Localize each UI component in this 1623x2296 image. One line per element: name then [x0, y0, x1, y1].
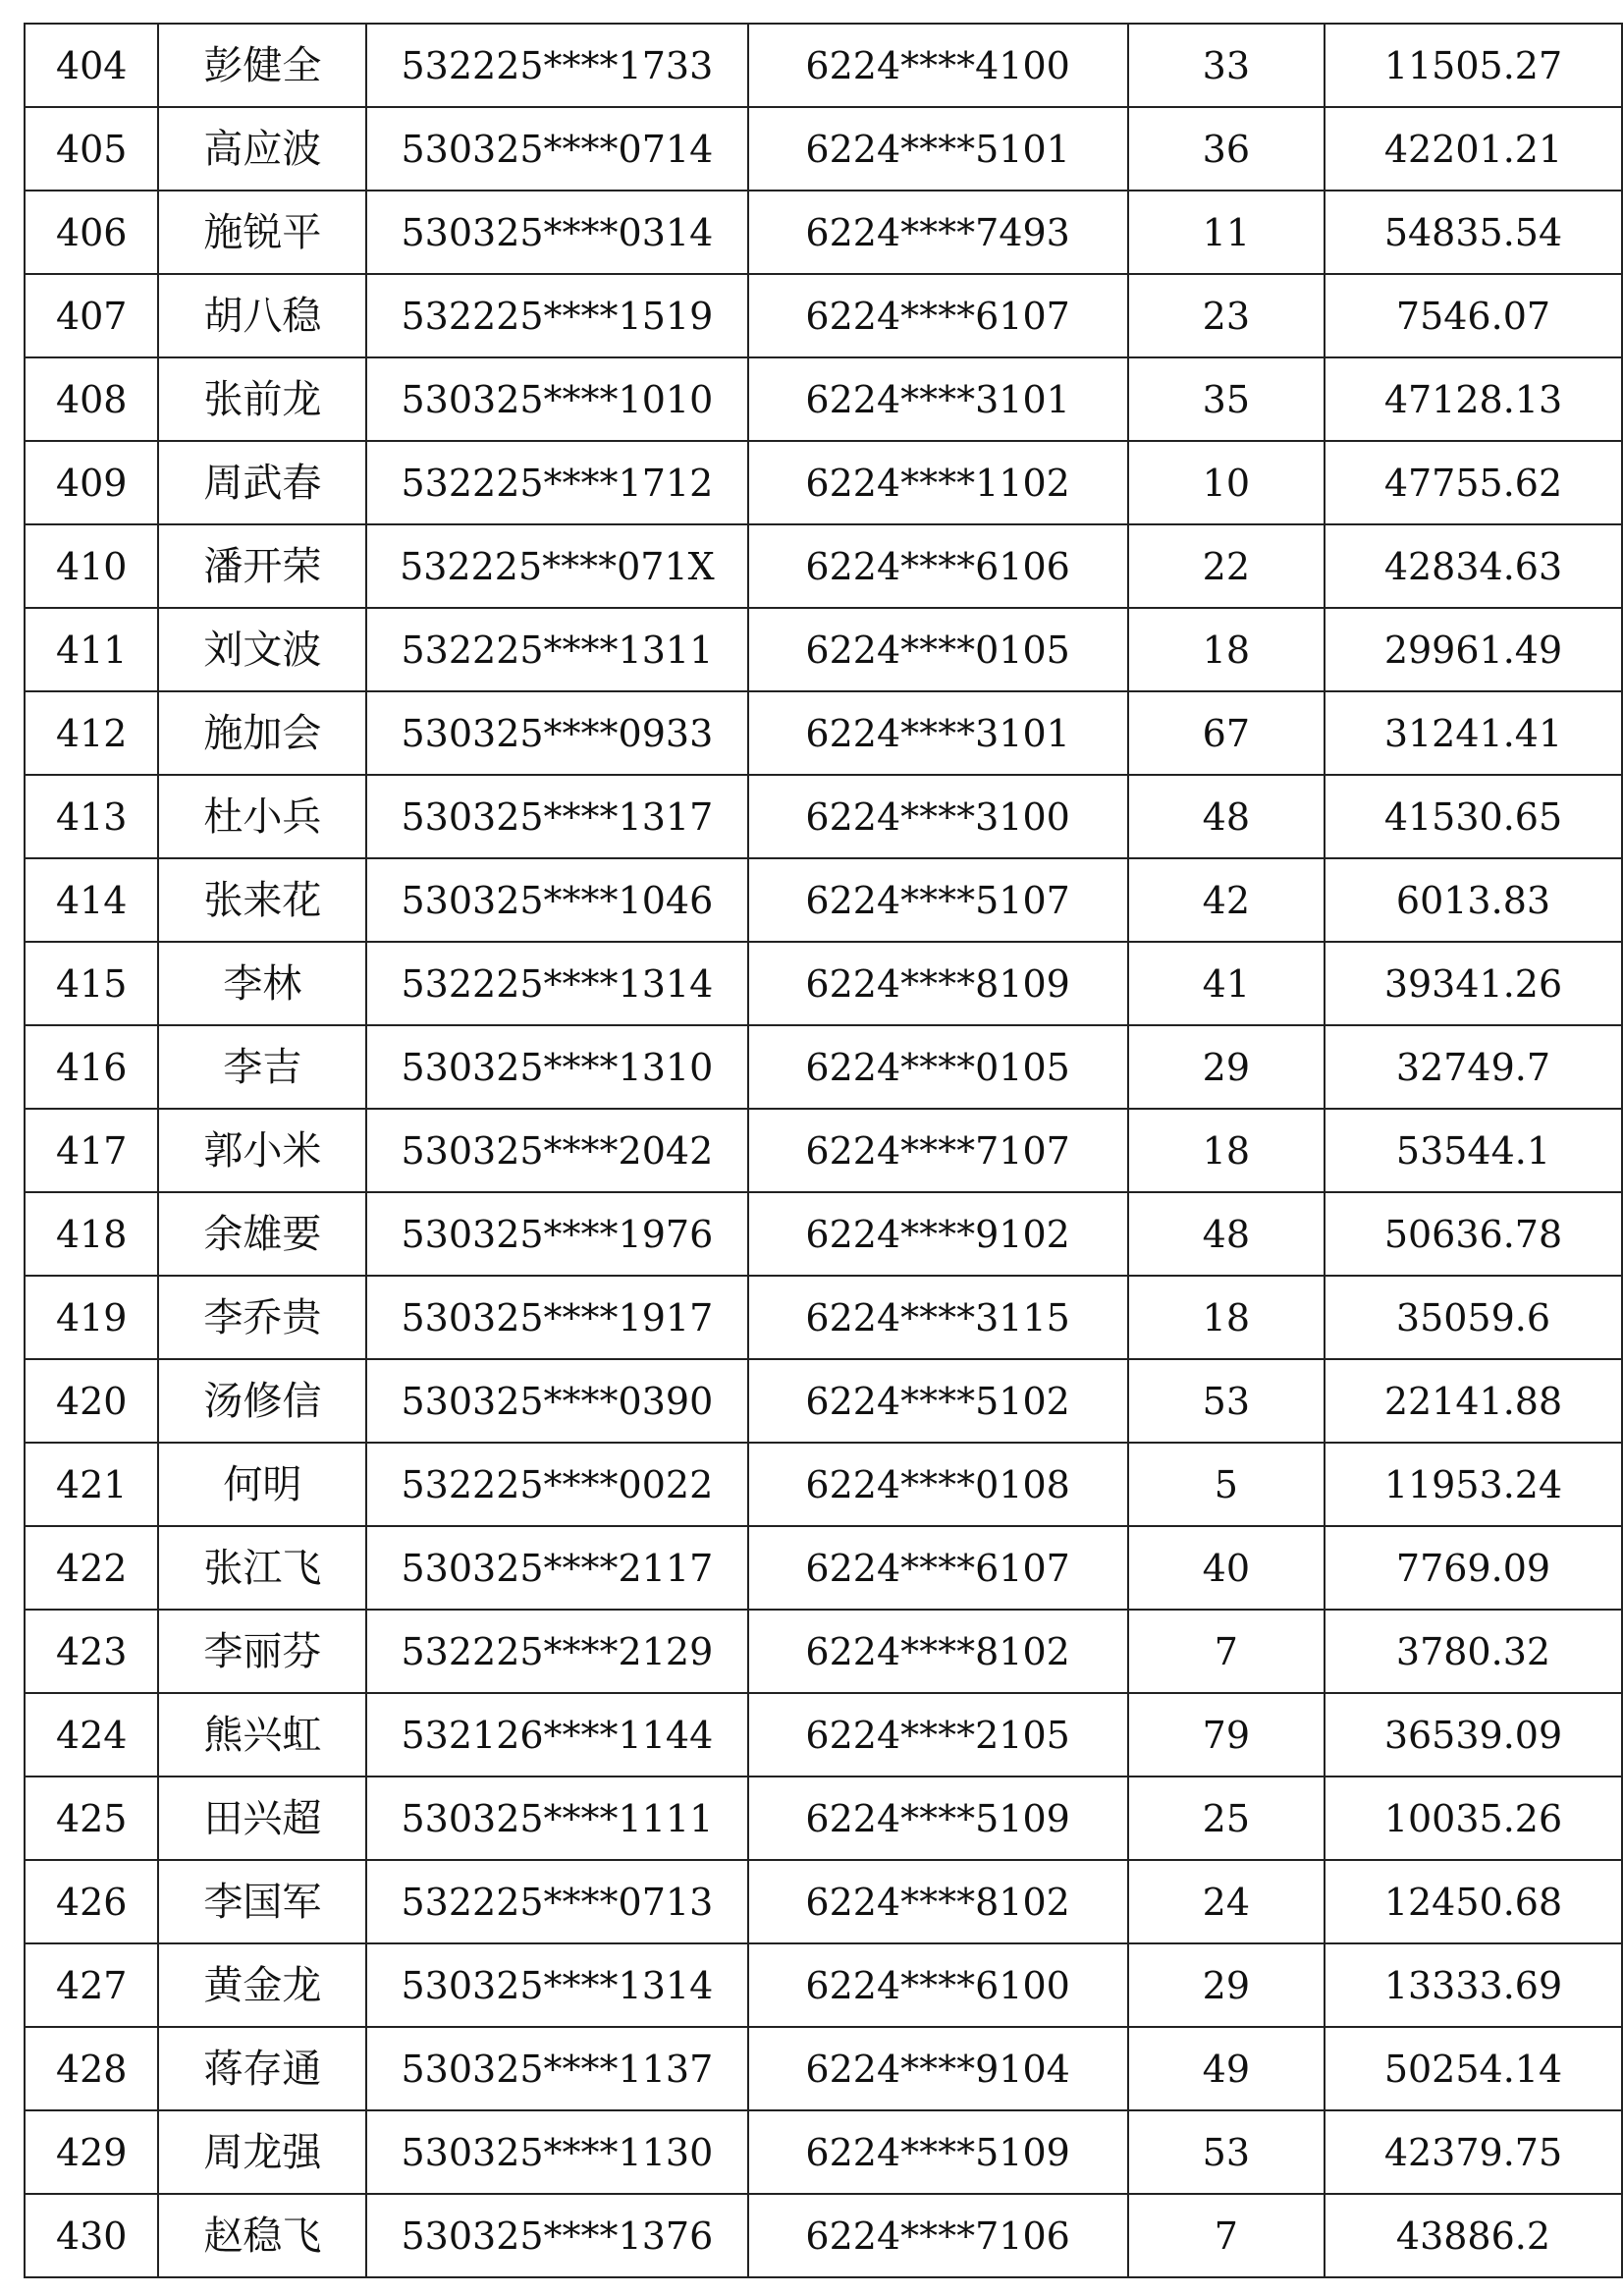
id-number-cell: 530325****0314: [366, 191, 747, 274]
count-cell: 48: [1128, 1192, 1325, 1276]
row-number-cell: 424: [25, 1693, 158, 1777]
count-cell: 48: [1128, 775, 1325, 858]
count-cell: 33: [1128, 24, 1325, 107]
count-cell: 49: [1128, 2027, 1325, 2110]
row-number-cell: 409: [25, 441, 158, 524]
name-cell: 黄金龙: [158, 1943, 366, 2027]
table-row: [25, 942, 1622, 1025]
table-row: [25, 107, 1622, 191]
name-cell: 李国军: [158, 1860, 366, 1943]
amount-cell: 6013.83: [1325, 858, 1622, 942]
count-cell: 7: [1128, 1610, 1325, 1693]
count-cell: 10: [1128, 441, 1325, 524]
count-cell: 11: [1128, 191, 1325, 274]
count-cell: 53: [1128, 2110, 1325, 2194]
row-number-cell: 426: [25, 1860, 158, 1943]
table-row: [25, 608, 1622, 691]
id-number-cell: 530325****1917: [366, 1276, 747, 1359]
card-number-cell: 6224****3115: [748, 1276, 1128, 1359]
card-number-cell: 6224****5101: [748, 107, 1128, 191]
name-cell: 周武春: [158, 441, 366, 524]
count-cell: 29: [1128, 1025, 1325, 1109]
table-row: [25, 1777, 1622, 1860]
row-number-cell: 407: [25, 274, 158, 357]
table-row: [25, 1109, 1622, 1192]
table-row: [25, 1359, 1622, 1443]
card-number-cell: 6224****1102: [748, 441, 1128, 524]
table-row: [25, 2110, 1622, 2194]
amount-cell: 41530.65: [1325, 775, 1622, 858]
card-number-cell: 6224****0108: [748, 1443, 1128, 1526]
name-cell: 张前龙: [158, 357, 366, 441]
row-number-cell: 404: [25, 24, 158, 107]
amount-cell: 53544.1: [1325, 1109, 1622, 1192]
row-number-cell: 413: [25, 775, 158, 858]
amount-cell: 39341.26: [1325, 942, 1622, 1025]
name-cell: 施锐平: [158, 191, 366, 274]
row-number-cell: 405: [25, 107, 158, 191]
id-number-cell: 530325****1317: [366, 775, 747, 858]
table-row: [25, 274, 1622, 357]
table-row: [25, 24, 1622, 107]
name-cell: 李吉: [158, 1025, 366, 1109]
name-cell: 施加会: [158, 691, 366, 775]
name-cell: 余雄要: [158, 1192, 366, 1276]
amount-cell: 50254.14: [1325, 2027, 1622, 2110]
card-number-cell: 6224****0105: [748, 1025, 1128, 1109]
name-cell: 熊兴虹: [158, 1693, 366, 1777]
row-number-cell: 421: [25, 1443, 158, 1526]
id-number-cell: 530325****1046: [366, 858, 747, 942]
name-cell: 赵稳飞: [158, 2194, 366, 2277]
table-row: [25, 1610, 1622, 1693]
id-number-cell: 530325****1314: [366, 1943, 747, 2027]
count-cell: 23: [1128, 274, 1325, 357]
name-cell: 胡八稳: [158, 274, 366, 357]
card-number-cell: 6224****6100: [748, 1943, 1128, 2027]
card-number-cell: 6224****6107: [748, 1526, 1128, 1610]
row-number-cell: 417: [25, 1109, 158, 1192]
amount-cell: 12450.68: [1325, 1860, 1622, 1943]
id-number-cell: 530325****1376: [366, 2194, 747, 2277]
amount-cell: 42201.21: [1325, 107, 1622, 191]
amount-cell: 36539.09: [1325, 1693, 1622, 1777]
count-cell: 18: [1128, 1276, 1325, 1359]
name-cell: 李乔贵: [158, 1276, 366, 1359]
card-number-cell: 6224****8109: [748, 942, 1128, 1025]
count-cell: 79: [1128, 1693, 1325, 1777]
card-number-cell: 6224****2105: [748, 1693, 1128, 1777]
id-number-cell: 530325****1137: [366, 2027, 747, 2110]
id-number-cell: 530325****1976: [366, 1192, 747, 1276]
name-cell: 郭小米: [158, 1109, 366, 1192]
card-number-cell: 6224****3101: [748, 691, 1128, 775]
card-number-cell: 6224****7107: [748, 1109, 1128, 1192]
id-number-cell: 532225****071X: [366, 524, 747, 608]
amount-cell: 29961.49: [1325, 608, 1622, 691]
amount-cell: 35059.6: [1325, 1276, 1622, 1359]
amount-cell: 31241.41: [1325, 691, 1622, 775]
name-cell: 何明: [158, 1443, 366, 1526]
name-cell: 蒋存通: [158, 2027, 366, 2110]
name-cell: 高应波: [158, 107, 366, 191]
id-number-cell: 532225****1733: [366, 24, 747, 107]
row-number-cell: 419: [25, 1276, 158, 1359]
name-cell: 潘开荣: [158, 524, 366, 608]
card-number-cell: 6224****3100: [748, 775, 1128, 858]
name-cell: 李丽芬: [158, 1610, 366, 1693]
name-cell: 李林: [158, 942, 366, 1025]
id-number-cell: 532126****1144: [366, 1693, 747, 1777]
count-cell: 18: [1128, 608, 1325, 691]
count-cell: 24: [1128, 1860, 1325, 1943]
row-number-cell: 408: [25, 357, 158, 441]
count-cell: 5: [1128, 1443, 1325, 1526]
name-cell: 刘文波: [158, 608, 366, 691]
name-cell: 彭健全: [158, 24, 366, 107]
data-table: [24, 23, 1623, 2278]
table-row: [25, 775, 1622, 858]
table-row: [25, 2027, 1622, 2110]
name-cell: 田兴超: [158, 1777, 366, 1860]
card-number-cell: 6224****7106: [748, 2194, 1128, 2277]
amount-cell: 3780.32: [1325, 1610, 1622, 1693]
row-number-cell: 412: [25, 691, 158, 775]
id-number-cell: 532225****1311: [366, 608, 747, 691]
count-cell: 41: [1128, 942, 1325, 1025]
row-number-cell: 418: [25, 1192, 158, 1276]
name-cell: 杜小兵: [158, 775, 366, 858]
card-number-cell: 6224****5109: [748, 1777, 1128, 1860]
count-cell: 40: [1128, 1526, 1325, 1610]
id-number-cell: 530325****1310: [366, 1025, 747, 1109]
table-row: [25, 1943, 1622, 2027]
row-number-cell: 422: [25, 1526, 158, 1610]
row-number-cell: 428: [25, 2027, 158, 2110]
count-cell: 25: [1128, 1777, 1325, 1860]
id-number-cell: 532225****1712: [366, 441, 747, 524]
card-number-cell: 6224****5109: [748, 2110, 1128, 2194]
count-cell: 35: [1128, 357, 1325, 441]
count-cell: 7: [1128, 2194, 1325, 2277]
count-cell: 29: [1128, 1943, 1325, 2027]
name-cell: 张江飞: [158, 1526, 366, 1610]
id-number-cell: 530325****0714: [366, 107, 747, 191]
count-cell: 42: [1128, 858, 1325, 942]
table-body: [25, 24, 1622, 2277]
id-number-cell: 530325****2117: [366, 1526, 747, 1610]
id-number-cell: 530325****1111: [366, 1777, 747, 1860]
table-row: [25, 858, 1622, 942]
count-cell: 67: [1128, 691, 1325, 775]
amount-cell: 32749.7: [1325, 1025, 1622, 1109]
row-number-cell: 410: [25, 524, 158, 608]
table-row: [25, 1693, 1622, 1777]
count-cell: 53: [1128, 1359, 1325, 1443]
name-cell: 汤修信: [158, 1359, 366, 1443]
table-row: [25, 1025, 1622, 1109]
row-number-cell: 414: [25, 858, 158, 942]
row-number-cell: 423: [25, 1610, 158, 1693]
amount-cell: 42379.75: [1325, 2110, 1622, 2194]
row-number-cell: 406: [25, 191, 158, 274]
id-number-cell: 530325****1130: [366, 2110, 747, 2194]
row-number-cell: 430: [25, 2194, 158, 2277]
amount-cell: 43886.2: [1325, 2194, 1622, 2277]
card-number-cell: 6224****6106: [748, 524, 1128, 608]
card-number-cell: 6224****8102: [748, 1610, 1128, 1693]
table-row: [25, 524, 1622, 608]
card-number-cell: 6224****0105: [748, 608, 1128, 691]
card-number-cell: 6224****3101: [748, 357, 1128, 441]
amount-cell: 50636.78: [1325, 1192, 1622, 1276]
amount-cell: 11953.24: [1325, 1443, 1622, 1526]
amount-cell: 7769.09: [1325, 1526, 1622, 1610]
amount-cell: 7546.07: [1325, 274, 1622, 357]
card-number-cell: 6224****6107: [748, 274, 1128, 357]
row-number-cell: 420: [25, 1359, 158, 1443]
id-number-cell: 532225****1314: [366, 942, 747, 1025]
table-row: [25, 1443, 1622, 1526]
amount-cell: 42834.63: [1325, 524, 1622, 608]
table-row: [25, 191, 1622, 274]
id-number-cell: 530325****0933: [366, 691, 747, 775]
card-number-cell: 6224****5102: [748, 1359, 1128, 1443]
row-number-cell: 416: [25, 1025, 158, 1109]
table-row: [25, 2194, 1622, 2277]
name-cell: 周龙强: [158, 2110, 366, 2194]
table-row: [25, 1192, 1622, 1276]
count-cell: 22: [1128, 524, 1325, 608]
row-number-cell: 415: [25, 942, 158, 1025]
id-number-cell: 530325****1010: [366, 357, 747, 441]
amount-cell: 47128.13: [1325, 357, 1622, 441]
row-number-cell: 429: [25, 2110, 158, 2194]
id-number-cell: 530325****0390: [366, 1359, 747, 1443]
count-cell: 18: [1128, 1109, 1325, 1192]
id-number-cell: 532225****0713: [366, 1860, 747, 1943]
amount-cell: 11505.27: [1325, 24, 1622, 107]
card-number-cell: 6224****9102: [748, 1192, 1128, 1276]
card-number-cell: 6224****7493: [748, 191, 1128, 274]
table-row: [25, 357, 1622, 441]
table-row: [25, 691, 1622, 775]
table-row: [25, 1526, 1622, 1610]
id-number-cell: 530325****2042: [366, 1109, 747, 1192]
amount-cell: 13333.69: [1325, 1943, 1622, 2027]
amount-cell: 47755.62: [1325, 441, 1622, 524]
row-number-cell: 425: [25, 1777, 158, 1860]
amount-cell: 22141.88: [1325, 1359, 1622, 1443]
id-number-cell: 532225****2129: [366, 1610, 747, 1693]
row-number-cell: 427: [25, 1943, 158, 2027]
card-number-cell: 6224****4100: [748, 24, 1128, 107]
id-number-cell: 532225****0022: [366, 1443, 747, 1526]
card-number-cell: 6224****8102: [748, 1860, 1128, 1943]
table-row: [25, 441, 1622, 524]
document-table-container: [24, 23, 1623, 2278]
table-row: [25, 1276, 1622, 1359]
card-number-cell: 6224****9104: [748, 2027, 1128, 2110]
name-cell: 张来花: [158, 858, 366, 942]
amount-cell: 54835.54: [1325, 191, 1622, 274]
table-row: [25, 1860, 1622, 1943]
count-cell: 36: [1128, 107, 1325, 191]
row-number-cell: 411: [25, 608, 158, 691]
card-number-cell: 6224****5107: [748, 858, 1128, 942]
id-number-cell: 532225****1519: [366, 274, 747, 357]
amount-cell: 10035.26: [1325, 1777, 1622, 1860]
